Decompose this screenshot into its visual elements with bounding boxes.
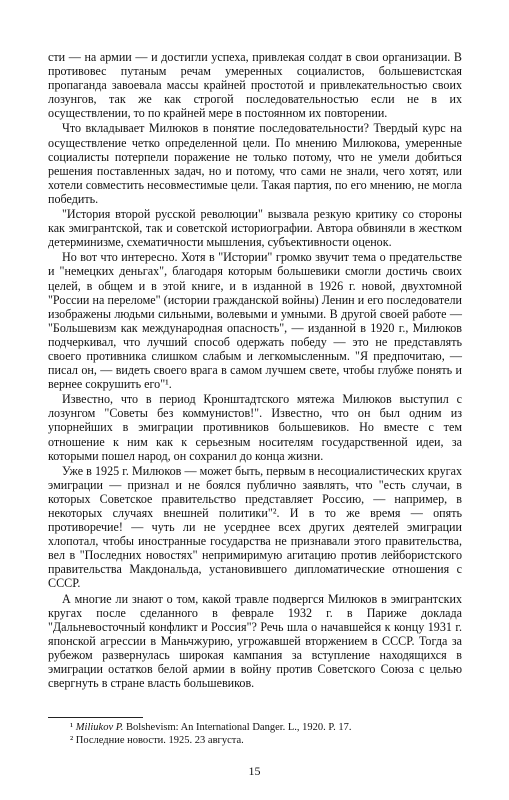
paragraph-3: "История второй русской революции" вызвала резкую критику со стороны как эмигрантской, так и советской историографии. Автора обвиняли в жестком детерминизме, схематичности мышления, субъективности оценок.	[48, 207, 462, 250]
paragraph-5: Известно, что в период Кронштадтского мятежа Милюков выступил с лозунгом "Советы без коммунистов!". Известно, что он был одним из упорнейших в эмиграции противников большевиков. Но вместе с тем отношение к ним как к серьезным носителям государственной идеи, за которыми пошел народ, он сохранил до конца жизни.	[48, 392, 462, 463]
paragraph-4: Но вот что интересно. Хотя в "Истории" громко звучит тема о предательстве и "немецких деньгах", благодаря которым большевики смогли достичь своих целей, в общем и в этой книге, и в изданной в 1926 г. новой, двухтомной "России на переломе" (истории гражданской войны) Ленин и его последователи изображены людьми сильными, волевыми и умными. В другой своей работе — "Большевизм как международная опасность", — изданной в 1920 г., Милюков подчеркивал, что лучший способ одержать победу — это не представлять своего противника слишком слабым и легкомысленным. "Я предпочитаю, — писал он, — видеть своего врага в самом лучшем свете, чтобы глубже понять и вернее сокрушить его"¹.	[48, 250, 462, 392]
footnote-1	[70, 722, 462, 735]
footnote-author: Miliukov P.	[75, 722, 124, 733]
footnote-2	[70, 735, 462, 748]
footnote-number: ²	[70, 734, 74, 746]
footnotes	[48, 717, 462, 748]
footnote-text: Bolshevism: An International Danger. L., 1920. P. 17.	[123, 722, 352, 733]
paragraph-7: А многие ли знают о том, какой травле подвергся Милюков в эмигрантских кругах после сделанного в феврале 1932 г. в Париже доклада "Дальневосточный конфликт и Россия"? Речь шла о начавшейся к концу 1931 г. японской агрессии в Маньчжурию, угрожавшей вторжением в СССР. Тогда за рубежом развернулась широкая кампания за вступление находящихся в эмиграции остатков белой армии в войну против Советского Союза с целью свергнуть в стране власть большевиков.	[48, 591, 462, 691]
paragraph-6: Уже в 1925 г. Милюков — может быть, первым в несоциалистических кругах эмиграции — признал и не боялся публично заявлять, что "есть случаи, в которых Советское правительство представляет Россию, — например, в некоторых случаях внешней политики"². И в то же время — опять противоречие! — чуть ли не усерднее всех других деятелей эмиграции хлопотал, чтобы иностранные государства не признавали этого правительства, вел в "Последних новостях" непримиримую агитацию против лейбористского правительства Макдональда, установившего дипломатические отношения с СССР.	[48, 463, 462, 591]
footnote-text: Последние новости. 1925. 23 августа.	[75, 734, 244, 746]
paragraph-2: Что вкладывает Милюков в понятие последовательности? Твердый курс на осуществление четко определенной цели. По мнению Милюкова, умеренные социалисты потерпели поражение не только потому, что не умели добиться решения поставленных задач, но и потому, что сами не знали, чего хотят, или хотели совместить несовместимые цели. Такая партия, по его мнению, не могла победить.	[48, 121, 462, 206]
footnote-divider	[48, 717, 143, 718]
footnote-number: ¹	[70, 722, 74, 733]
page-number: 15	[248, 764, 261, 778]
page-body	[48, 50, 462, 691]
paragraph-1: сти — на армии — и достигли успеха, привлекая солдат в свои организации. В противовес путаным речам умеренных социалистов, большевистская пропаганда завоевала массы крайней простотой и привлекательностью своих лозунгов, так же как строгой последовательностью если не в их осуществлении, то по крайней мере в постоянном их повторении.	[48, 50, 462, 121]
